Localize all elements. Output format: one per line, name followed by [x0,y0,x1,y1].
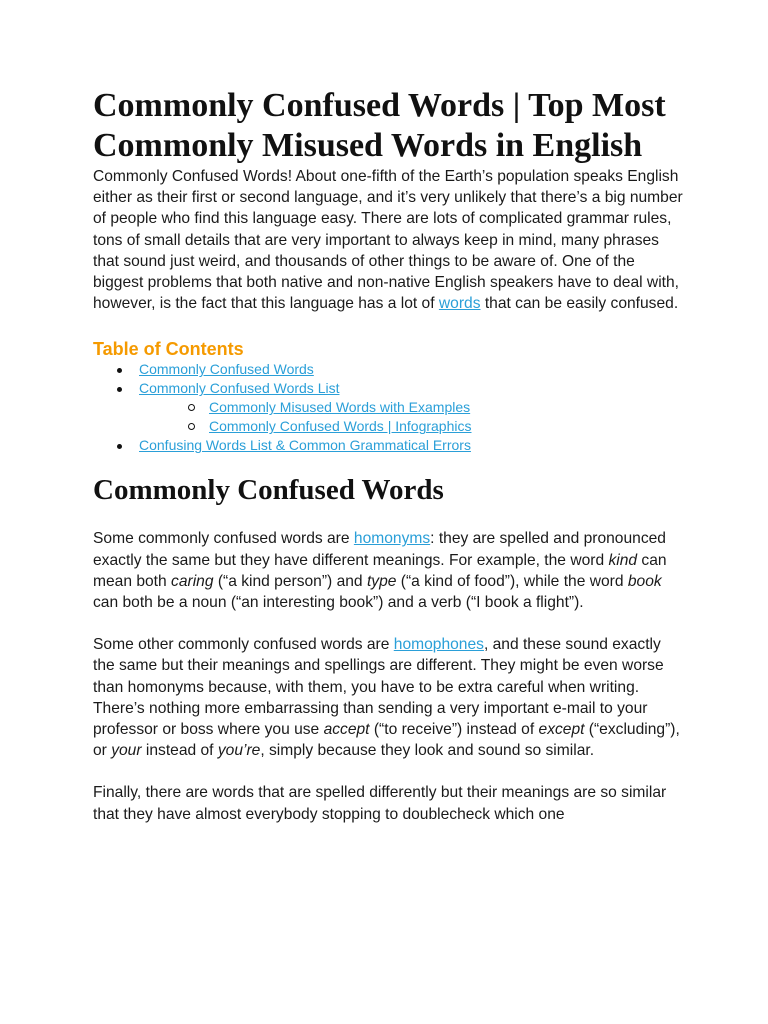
italic-word: type [366,572,397,590]
article-content [93,86,683,825]
toc-item [93,379,683,398]
words-link[interactable]: words [438,295,481,313]
text-run: (“a kind of food”), while the word [396,572,628,590]
text-run: Some other commonly confused words are [93,636,394,654]
spacer [93,613,683,634]
italic-word: accept [323,721,370,739]
toc-link-commonly-confused-words-list[interactable]: Commonly Confused Words List [139,380,340,397]
text-run: Some commonly confused words are [93,530,354,548]
text-run: , simply because they look and sound so similar. [260,742,595,760]
intro-text-end: that can be easily confused. [480,295,679,313]
italic-word: except [538,721,585,739]
text-run: instead of [141,742,218,760]
text-run: can both be a noun (“an interesting book”) and a verb (“I book a flight”). [93,594,584,612]
toc-link-misused-words-examples[interactable]: Commonly Misused Words with Examples [209,399,471,416]
homonyms-paragraph [93,528,683,613]
italic-word: caring [171,572,214,590]
italic-word: kind [608,551,638,569]
italic-word: your [111,742,142,760]
toc-item [93,436,683,455]
spacer [93,507,683,528]
toc-subitem [93,398,683,417]
closing-paragraph: Finally, there are words that are spelled differently but their meanings are so similar that they have almost everybody stopping to doublecheck which one [93,784,667,823]
text-run: (“a kind person”) and [213,572,367,590]
homophones-paragraph [93,634,683,761]
homonyms-link[interactable]: homonyms [353,530,431,548]
text-run: (“to receive”) instead of [369,721,539,739]
text-run: can mean both [93,551,667,590]
page-title: Commonly Confused Words | Top Most Commonly Misused Words in English [93,87,666,164]
section-heading: Commonly Confused Words [93,474,444,507]
toc-link-infographics[interactable]: Commonly Confused Words | Infographics [209,418,472,435]
intro-paragraph [93,166,683,314]
spacer [93,761,683,782]
toc-item [93,360,683,379]
homophones-link[interactable]: homophones [393,636,484,654]
italic-word: book [627,572,662,590]
text-run: : they are spelled and pronounced exactly the same but they have different meanings. For example, the word [93,530,666,569]
toc-heading: Table of Contents [93,339,244,360]
toc-link-commonly-confused-words[interactable]: Commonly Confused Words [139,361,314,378]
toc-link-confusing-words-list[interactable]: Confusing Words List & Common Grammatical Errors [139,437,471,454]
intro-text: Commonly Confused Words! About one-fifth of the Earth’s population speaks English either as their first or second language, and it’s very unlikely that there’s a big number of people who find this language easy. There are lots of complicated grammar rules, tons of small details that are very important to always keep in mind, many phrases that sound just weird, and thousands of other things to be aware of. One of the biggest problems that both native and non-native English speakers have to deal with, however, is the fact that this language has a lot of [93,168,683,313]
text-run: (“excluding”), or [93,721,680,760]
text-run: , and these sound exactly the same but their meanings and spellings are different. They might be even worse than homonyms because, with them, you have to be extra careful when writing. There’s nothing more embarrassing than sending a very important e-mail to your professor or boss where you use [93,636,664,739]
table-of-contents [93,360,683,455]
toc-subitem [93,417,683,436]
italic-word: you’re [217,742,261,760]
